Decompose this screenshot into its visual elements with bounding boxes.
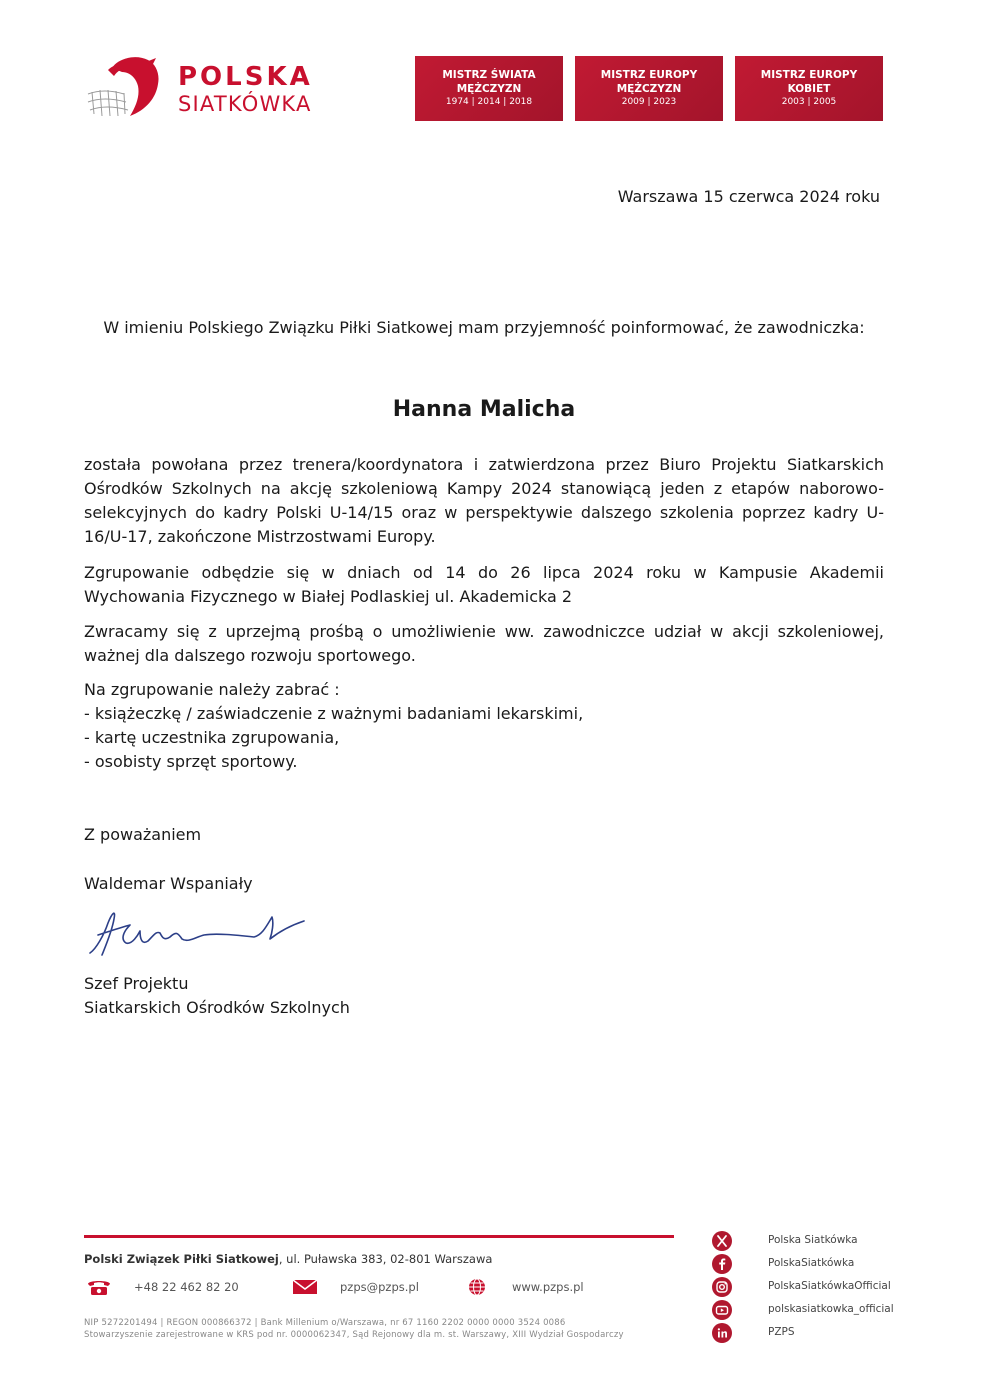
eagle-volleyball-logo-icon [84,54,166,124]
globe-icon [466,1278,488,1296]
footer-phone[interactable]: +48 22 462 82 20 [134,1280,239,1294]
badge-subtitle: MĘŻCZYZN [616,83,682,95]
footer-address [84,1252,492,1266]
youtube-icon[interactable] [712,1300,732,1320]
closing: Z poważaniem [84,825,202,844]
badge-world-champion-men [415,56,563,121]
footer-website[interactable]: www.pzps.pl [512,1280,584,1294]
badge-subtitle: MĘŻCZYZN [456,83,522,95]
badge-europe-champion-women [735,56,883,121]
paragraph-appointment: została powołana przez trenera/koordynatora i zatwierdzona przez Biuro Projektu Siatkarskich Ośrodków Szkolnych na akcję szkoleniową Kampy 2024 stanowiącą jeden z etapów naborowo-selekcyjnych do kadry Polski U-14/15 oraz w perspektywie dalszego szkolenia poprzez kadry U-16/U-17, zakończone Mistrzostwami Europy. [84,455,884,546]
list-item: - osobisty sprzęt sportowy. [84,752,298,771]
badge-title: MISTRZ EUROPY [760,69,858,81]
social-label-facebook[interactable]: PolskaSiatkówka [768,1257,855,1269]
badge-subtitle: KOBIET [787,83,831,95]
badge-years: 1974 | 2014 | 2018 [445,97,533,107]
list-item: - kartę uczestnika zgrupowania, [84,728,340,747]
signatory-title-line2: Siatkarskich Ośrodków Szkolnych [84,998,350,1017]
badge-title: MISTRZ ŚWIATA [442,69,536,81]
social-label-instagram[interactable]: PolskaSiatkówkaOfficial [768,1280,891,1292]
pzps-logo [84,54,324,124]
paragraph-camp-details: Zgrupowanie odbędzie się w dniach od 14 do 26 lipca 2024 roku w Kampusie Akademii Wychowania Fizycznego w Białej Podlaskiej ul. Akademicka 2 [84,563,884,606]
facebook-icon[interactable] [712,1254,732,1274]
x-icon[interactable] [712,1231,732,1251]
list-item: - książeczkę / zaświadczenie z ważnymi badaniami lekarskimi, [84,704,584,723]
footer-legal-line2: Stowarzyszenie zarejestrowane w KRS pod nr. 0000062347, Sąd Rejonowy dla m. st. Warszawy, XIII Wydział Gospodarczy [84,1330,624,1340]
footer-org-name: Polski Związek Piłki Siatkowej [84,1252,279,1266]
footer-divider [84,1235,674,1238]
player-name: Hanna Malicha [392,397,576,422]
badge-years: 2009 | 2023 [621,97,677,107]
linkedin-icon[interactable] [712,1323,732,1343]
phone-icon [86,1278,112,1296]
handwritten-signature [86,905,311,961]
signatory-title-line1: Szef Projektu [84,974,189,993]
footer-legal-line1: NIP 5272201494 | REGON 000866372 | Bank Millenium o/Warszawa, nr 67 1160 2202 0000 0000 3524 0086 [84,1318,566,1328]
footer-street: , ul. Puławska 383, 02-801 Warszawa [278,1252,493,1266]
list-intro: Na zgrupowanie należy zabrać : [84,680,340,699]
letter-intro: W imieniu Polskiego Związku Piłki Siatkowej mam przyjemność poinformować, że zawodniczka: [103,318,865,337]
letter-date: Warszawa 15 czerwca 2024 roku [617,187,880,206]
social-label-linkedin[interactable]: PZPS [768,1326,795,1338]
email-icon [292,1278,318,1296]
badge-years: 2003 | 2005 [781,97,837,107]
logo-text-siatkowka: SIATKÓWKA [178,92,312,116]
badge-europe-champion-men [575,56,723,121]
social-label-youtube[interactable]: polskasiatkowka_official [768,1303,894,1315]
badge-title: MISTRZ EUROPY [600,69,698,81]
signatory-name: Waldemar Wspaniały [84,874,253,893]
logo-text-polska: POLSKA [178,62,313,92]
footer-email[interactable]: pzps@pzps.pl [340,1280,419,1294]
social-label-x[interactable]: Polska Siatkówka [768,1234,858,1246]
paragraph-request: Zwracamy się z uprzejmą prośbą o umożliwienie ww. zawodniczce udział w akcji szkoleniowej, ważnej dla dalszego rozwoju sportowego. [84,622,884,665]
instagram-icon[interactable] [712,1277,732,1297]
